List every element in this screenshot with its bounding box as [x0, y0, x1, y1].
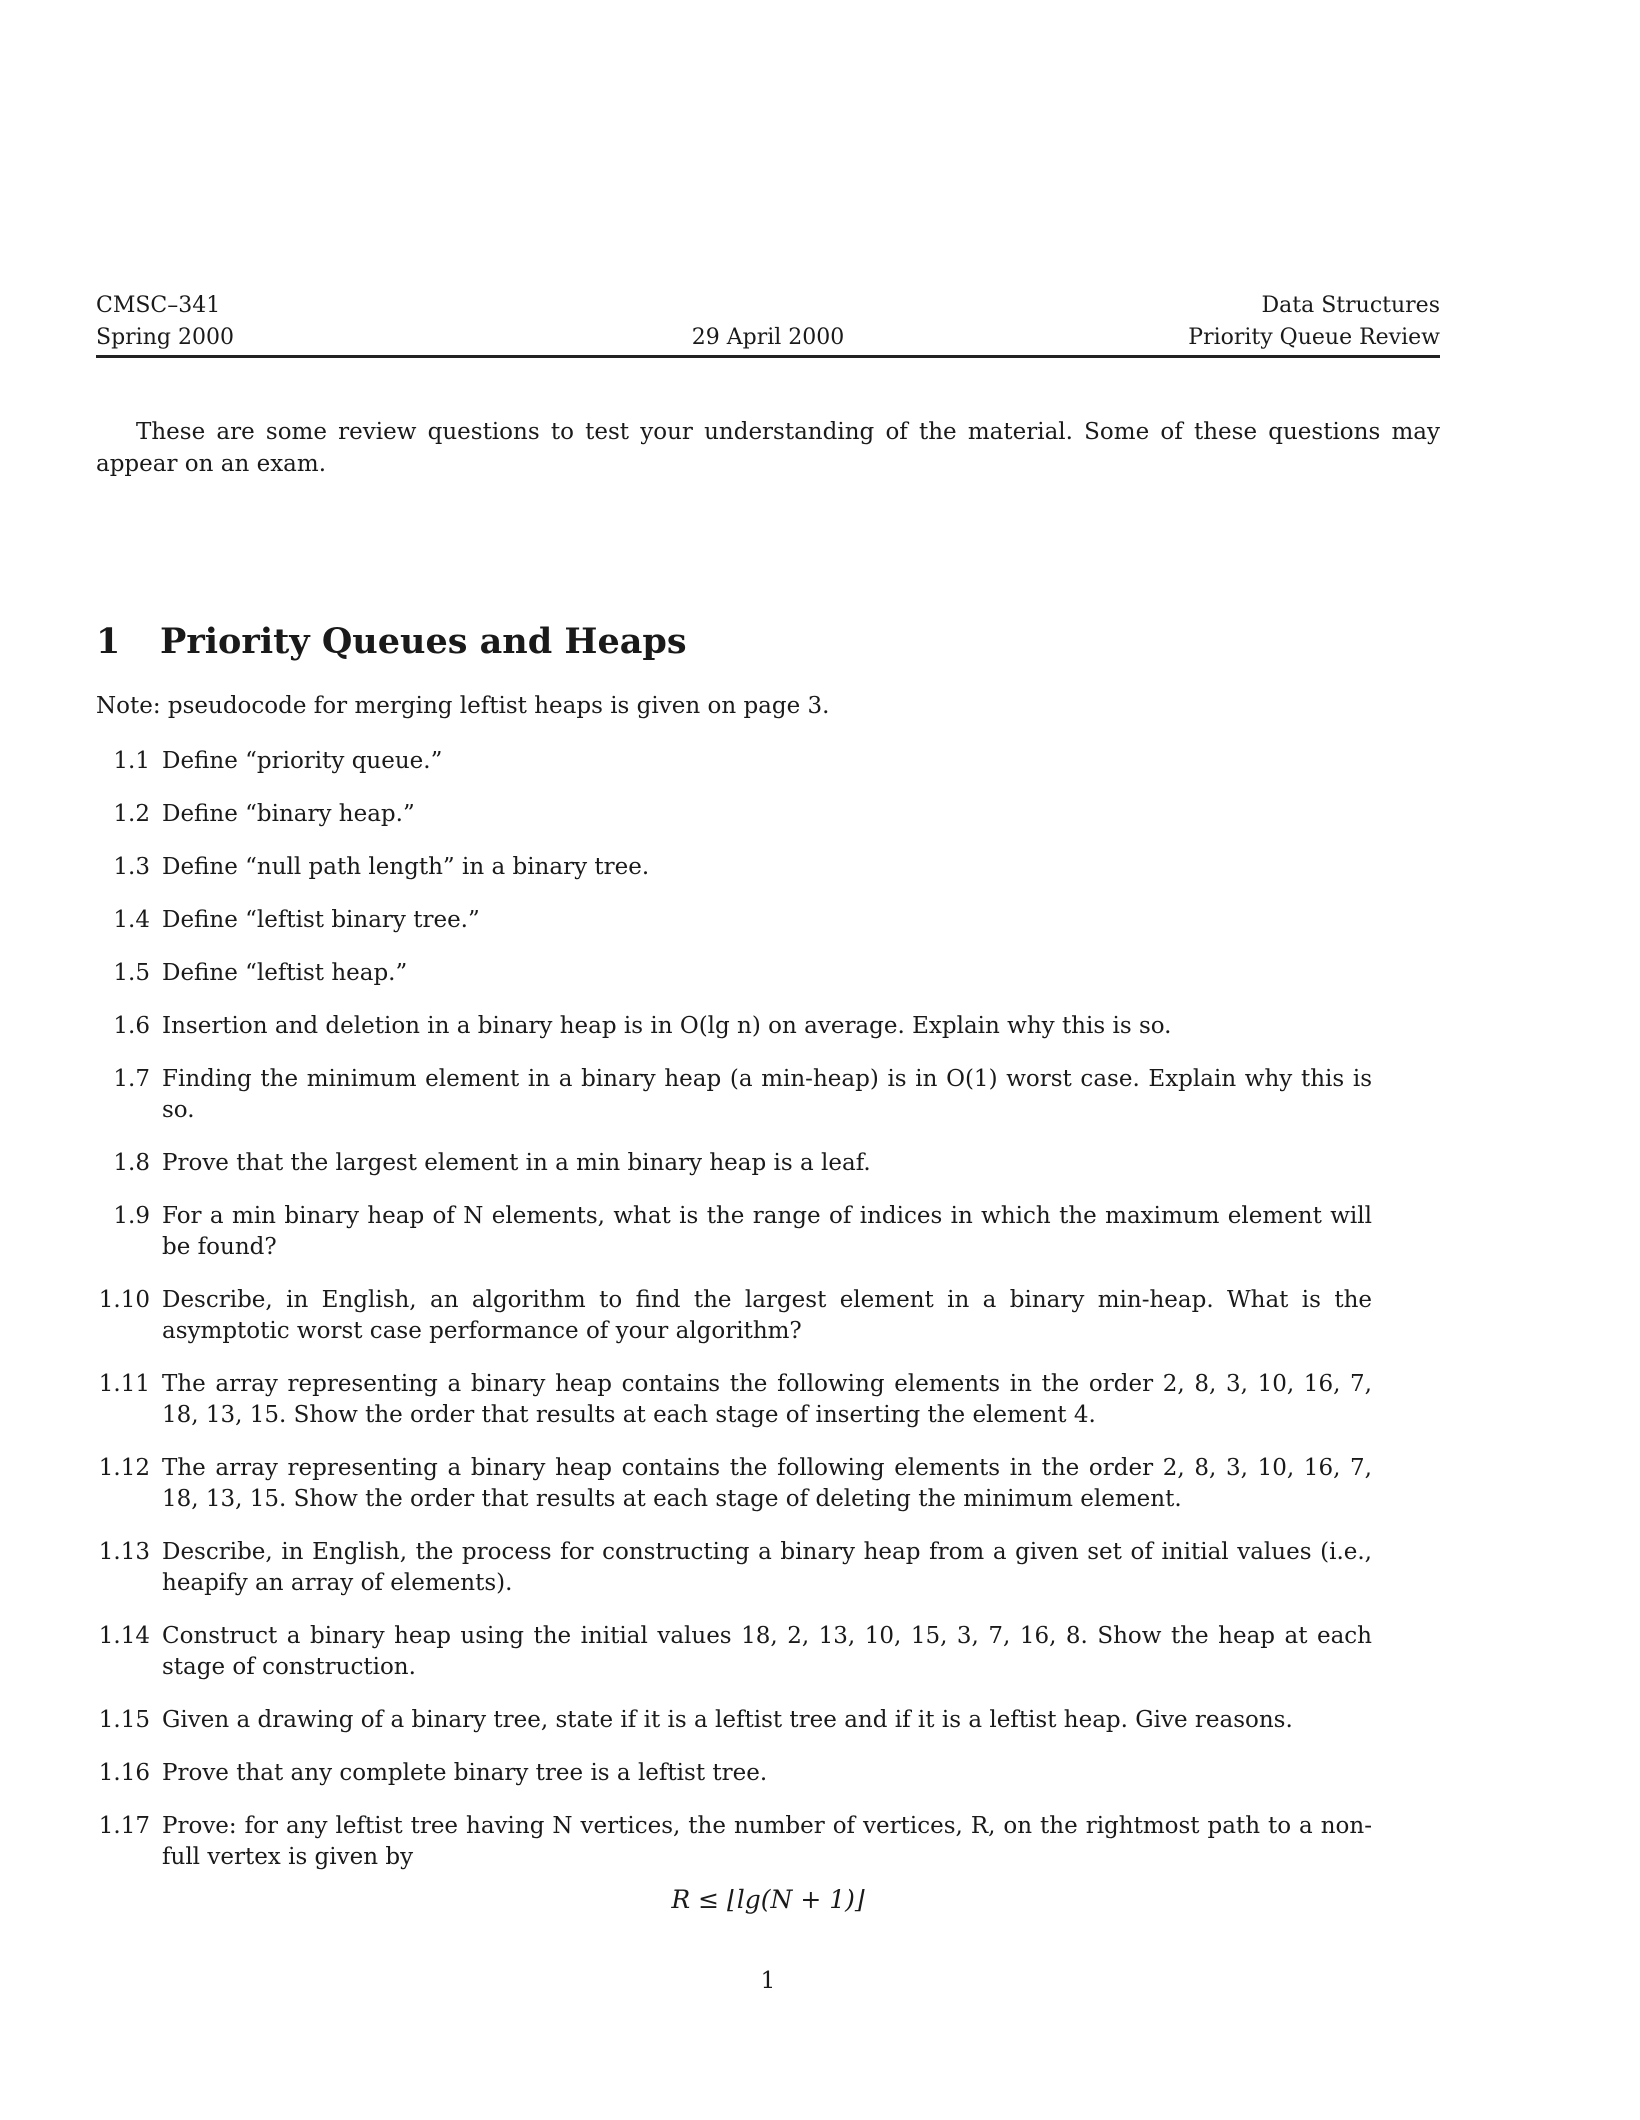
question-text: Define “priority queue.” [162, 748, 443, 774]
question-text: Describe, in English, the process for constructing a binary heap from a given set of initial values (i.e., heapify an array of elements). [162, 1539, 1372, 1596]
section-heading [96, 618, 687, 666]
section-number: 1 [96, 621, 121, 662]
question-number: 1.6 [113, 1013, 150, 1039]
header-row-1 [96, 290, 1440, 322]
question-text: Define “null path length” in a binary tree. [162, 854, 650, 880]
question-number: 1.11 [98, 1371, 150, 1397]
question-item [96, 799, 1372, 830]
question-number: 1.10 [98, 1287, 150, 1313]
question-text: Prove that the largest element in a min binary heap is a leaf. [162, 1150, 871, 1176]
question-item [96, 958, 1372, 989]
question-number: 1.8 [113, 1150, 150, 1176]
page-number: 1 [760, 1968, 776, 1994]
question-text: For a min binary heap of N elements, what is the range of indices in which the maximum element will be found? [162, 1203, 1372, 1260]
question-item [96, 1453, 1372, 1515]
question-number: 1.9 [113, 1203, 150, 1229]
question-text: Insertion and deletion in a binary heap is in O(lg n) on average. Explain why this is so. [162, 1013, 1172, 1039]
course-code: CMSC–341 [96, 293, 221, 318]
question-item [96, 1148, 1372, 1179]
document-title: Priority Queue Review [1188, 325, 1440, 350]
question-text: Given a drawing of a binary tree, state if it is a leftist tree and if it is a leftist heap. Give reasons. [162, 1707, 1293, 1733]
document-page [96, 0, 1440, 2120]
question-text: Prove that any complete binary tree is a leftist tree. [162, 1760, 768, 1786]
question-text: The array representing a binary heap contains the following elements in the order 2, 8, 3, 10, 16, 7, 18, 13, 15. Show the order that results at each stage of inserting the element 4. [162, 1371, 1372, 1428]
question-text: Define “leftist binary tree.” [162, 907, 480, 933]
question-number: 1.5 [113, 960, 150, 986]
intro-paragraph: These are some review questions to test your understanding of the material. Some of these questions may appear on an exam. [96, 419, 1440, 477]
question-item [96, 1811, 1372, 1873]
question-item [96, 852, 1372, 883]
question-number: 1.12 [98, 1455, 150, 1481]
term: Spring 2000 [96, 325, 234, 350]
question-number: 1.4 [113, 907, 150, 933]
header-rule [96, 355, 1440, 358]
question-item [96, 1621, 1372, 1683]
formula: R ≤ ⌊lg(N + 1)⌋ [671, 1885, 865, 1914]
question-number: 1.2 [113, 801, 150, 827]
question-number: 1.1 [113, 748, 150, 774]
question-item [96, 1011, 1372, 1042]
question-text: Define “binary heap.” [162, 801, 415, 827]
question-item [96, 1064, 1372, 1126]
question-text: Prove: for any leftist tree having N vertices, the number of vertices, R, on the rightmost path to a non-full vertex is given by [162, 1813, 1372, 1870]
question-number: 1.7 [113, 1066, 150, 1092]
question-number: 1.3 [113, 854, 150, 880]
question-number: 1.16 [98, 1760, 150, 1786]
question-text: Define “leftist heap.” [162, 960, 408, 986]
question-text: The array representing a binary heap contains the following elements in the order 2, 8, 3, 10, 16, 7, 18, 13, 15. Show the order that results at each stage of deleting the minimum element. [162, 1455, 1372, 1512]
question-text: Finding the minimum element in a binary heap (a min-heap) is in O(1) worst case. Explain why this is so. [162, 1066, 1372, 1123]
note: Note: pseudocode for merging leftist heaps is given on page 3. [96, 693, 830, 719]
question-item [96, 1369, 1372, 1431]
question-item [96, 746, 1372, 777]
question-item [96, 1705, 1372, 1736]
question-number: 1.17 [98, 1813, 150, 1839]
question-item [96, 1201, 1372, 1263]
question-text: Describe, in English, an algorithm to find the largest element in a binary min-heap. What is the asymptotic worst case performance of your algorithm? [162, 1287, 1372, 1344]
header-row-2 [96, 322, 1440, 354]
question-item [96, 905, 1372, 936]
question-text: Construct a binary heap using the initial values 18, 2, 13, 10, 15, 3, 7, 16, 8. Show the heap at each stage of construction. [162, 1623, 1372, 1680]
question-number: 1.13 [98, 1539, 150, 1565]
question-number: 1.15 [98, 1707, 150, 1733]
course-subject: Data Structures [1261, 293, 1440, 318]
question-item [96, 1285, 1372, 1347]
section-title: Priority Queues and Heaps [160, 621, 687, 662]
page-header [96, 290, 1440, 358]
question-item [96, 1537, 1372, 1599]
date: 29 April 2000 [691, 325, 845, 350]
question-list [96, 746, 1372, 1895]
question-number: 1.14 [98, 1623, 150, 1649]
question-item [96, 1758, 1372, 1789]
